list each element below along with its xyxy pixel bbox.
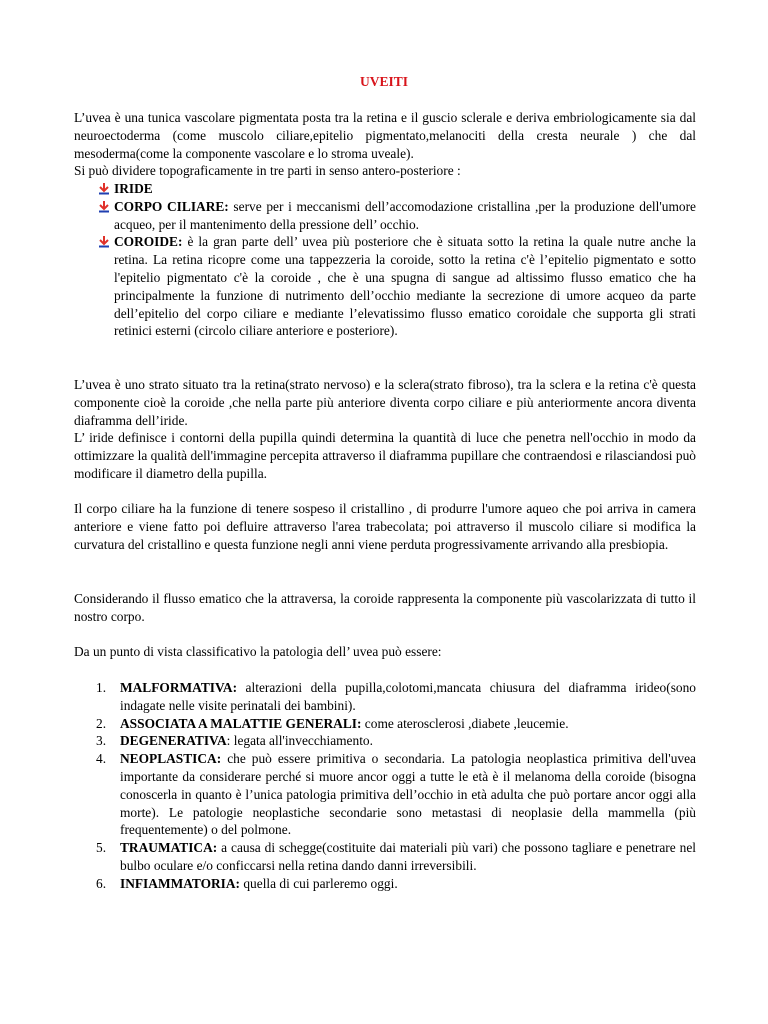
intro-text-1: L’uvea è una tunica vascolare pigmentata posta tra la retina e il guscio sclerale e deriva embriologicamente sia dal neuroectoderma (come muscolo ciliare,epitelio pigmentato,melanociti della cresta neurale ) che dal mesoderma(come la componente vascolare e lo stroma uveale). — [74, 110, 696, 161]
part-term: IRIDE — [114, 181, 153, 196]
list-number: 5. — [96, 840, 107, 856]
class-text: a causa di schegge(costituite dai materiali più vari) che possono tagliare e penetrare nel bulbo oculare e/o conficcarsi nella retina dando danni irreversibili. — [120, 840, 696, 873]
list-item — [74, 750, 696, 839]
red-blue-arrow-bullet-icon — [96, 180, 114, 198]
list-number: 6. — [96, 875, 107, 891]
list-item — [74, 233, 696, 340]
intro-paragraph — [74, 109, 696, 180]
part-term: COROIDE: — [114, 234, 183, 250]
part-text: serve per i meccanismi dell’accomodazione cristallina ,per la produzione dell'umore acqueo, per il mantenimento della pressione dell’ occhio. — [114, 198, 696, 232]
uvea-layer-paragraph — [74, 376, 696, 483]
ciliary-body-paragraph: Il corpo ciliare ha la funzione di tenere sospeso il cristallino , di produrre l'umore aqueo che poi arriva in camera anteriore e viene fatto poi defluire attraverso l'area trabecolata; poi attraverso il muscolo ciliare si modifica la curvatura del cristallino e questa funzione negli anni viene perduta progressivamente arrivando alla presbiopia. — [74, 501, 696, 552]
class-text: che può essere primitiva o secondaria. La patologia neoplastica primitiva dell'uvea importante da considerare perché si muore ancor oggi a tutte le età è il melanoma della coroide (bisogna conoscerla in quanto è l’unica patologia primitiva dell’occhio in età adulta che può portare ancor oggi alla morte). Le patologie neoplastiche secondarie sono metastasi di neoplasie della mammella (più frequentemente) o del polmone. — [120, 751, 696, 838]
paragraph-text: L’ iride definisce i contorni della pupilla quindi determina la quantità di luce che penetra nell'occhio in modo da ottimizzare la qualità dell'immagine percepita attraverso il diaframma pupillare che contraendosi e rilasciandosi può modificare il diametro della pupilla. — [74, 430, 696, 481]
page-title: UVEITI — [359, 74, 408, 89]
list-item — [74, 679, 696, 715]
classification-list — [74, 679, 696, 893]
class-term: INFIAMMATORIA: — [120, 875, 241, 891]
class-text: : legata all'invecchiamento. — [226, 733, 373, 749]
class-term: DEGENERATIVA — [120, 733, 227, 749]
class-term: TRAUMATICA: — [120, 840, 218, 856]
intro-text-2: Si può dividere topograficamente in tre parti in senso antero-posteriore : — [74, 163, 461, 179]
red-blue-arrow-bullet-icon — [96, 233, 114, 251]
class-text: come aterosclerosi ,diabete ,leucemie. — [361, 715, 569, 731]
classification-intro: Da un punto di vista classificativo la patologia dell’ uvea può essere: — [74, 644, 442, 659]
class-term: NEOPLASTICA: — [120, 751, 222, 767]
class-term: MALFORMATIVA: — [120, 680, 238, 695]
part-text: è la gran parte dell’ uvea più posteriore che è situata sotto la retina la quale nutre anche la retina. La retina ricopre come una tappezzeria la coroide, sotto la retina c'è l’epitelio pigmentato e sotto l'epitelio pigmentato c'è la coroide , che è una spugna di sangue ad altissimo flusso ematico che ha principalmente la funzione di nutrimento dell’occhio mediante la secrezione di umore acqueo da parte dell’epitelio del corpo ciliare e mediante l’elevatissimo flusso ematico coroidale che supporta gli strati retinici esterni (circolo ciliare anteriore e posteriore). — [114, 234, 696, 339]
list-item — [74, 198, 696, 234]
list-item — [74, 839, 696, 875]
class-text: alterazioni della pupilla,colotomi,mancata chiusura del diaframma irideo(sono indagate nelle visite perinatali dei bambini). — [120, 680, 696, 713]
uvea-parts-list — [74, 180, 696, 340]
list-number: 1. — [96, 680, 107, 695]
part-term: CORPO CILIARE: — [114, 198, 229, 214]
list-number: 4. — [96, 751, 107, 767]
red-blue-arrow-bullet-icon — [96, 198, 114, 216]
list-item — [74, 732, 696, 750]
list-item — [74, 875, 696, 893]
list-number: 2. — [96, 715, 107, 731]
class-text: quella di cui parleremo oggi. — [240, 875, 398, 891]
list-item — [74, 180, 696, 198]
list-number: 3. — [96, 733, 107, 749]
list-item — [74, 715, 696, 733]
paragraph-text: L’uvea è uno strato situato tra la retina(strato nervoso) e la sclera(strato fibroso), tra la sclera e la retina c'è questa componente cioè la coroide ,che nella parte più anteriore diventa corpo ciliare e più anteriormente ancora diventa diaframma dell’iride. — [74, 377, 696, 428]
choroid-paragraph: Considerando il flusso ematico che la attraversa, la coroide rappresenta la componente più vascolarizzata di tutto il nostro corpo. — [74, 591, 696, 624]
class-term: ASSOCIATA A MALATTIE GENERALI: — [120, 715, 362, 731]
